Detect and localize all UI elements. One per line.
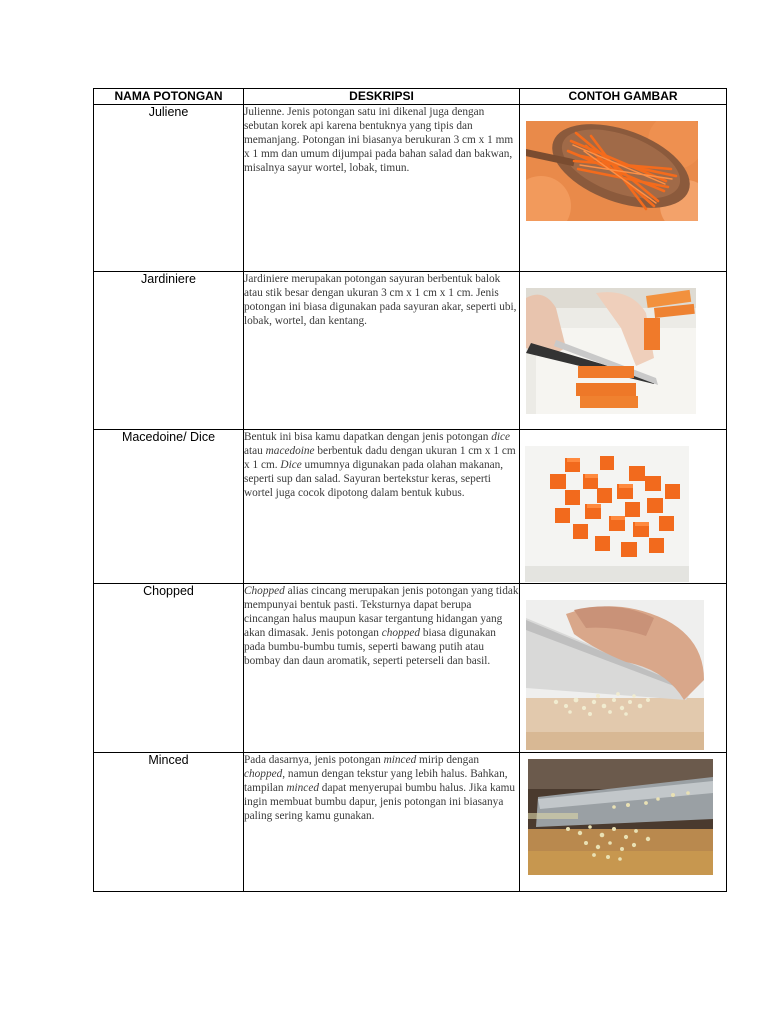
table-row	[94, 105, 727, 272]
description-text: Pada dasarnya, jenis potongan	[244, 754, 384, 766]
header-image: CONTOH GAMBAR	[520, 89, 727, 105]
cutting-types-document	[93, 88, 726, 892]
cut-name: Chopped	[94, 584, 244, 753]
description-text: minced	[383, 754, 417, 766]
cut-photo-cell	[520, 584, 727, 753]
cut-description	[244, 584, 520, 753]
description-text: Bentuk ini bisa kamu dapatkan dengan jenis potongan	[244, 431, 492, 443]
cut-photo-cell	[520, 753, 727, 892]
cut-description	[244, 105, 520, 272]
description-text: alias cincang merupakan jenis potongan yang tidak mempunyai bentuk pasti. Teksturnya dapat berupa cincangan halus maupun kasar tergantung hidangan yang akan dimasak. Jenis potongan	[244, 585, 519, 640]
cut-photo-cell	[520, 430, 727, 584]
description-text: mirip dengan	[416, 754, 479, 766]
cut-name: Macedoine/ Dice	[94, 430, 244, 584]
cut-name: Jardiniere	[94, 272, 244, 430]
cut-photo-cell	[520, 272, 727, 430]
description-text: biasa digunakan pada bumbu-bumbu tumis, seperti bawang putih atau bombay dan daun aromatik, seperti peterseli dan basil.	[244, 627, 496, 668]
description-text: chopped	[381, 627, 421, 640]
description-text: atau	[244, 445, 266, 458]
cut-photo-cell	[520, 105, 727, 272]
table-row	[94, 272, 727, 430]
table-header-row	[94, 89, 727, 105]
description-text: Julienne. Jenis potongan satu ini dikenal juga dengan sebutan korek api karena bentuknya yang tipis dan memanjang. Potongan ini biasanya berukuran 3 cm x 1 mm x 1 mm dan umum dijumpai pada bahan salad dan bakwan, misalnya sayur wortel, lobak, timun.	[244, 106, 514, 175]
description-text: berbentuk dadu dengan ukuran 1 cm x 1 cm x 1 cm.	[244, 445, 516, 472]
diced-carrot-photo	[525, 446, 689, 582]
table-row	[94, 430, 727, 584]
description-text: , namun dengan tekstur yang lebih halus. Bahkan, tampilan	[244, 768, 508, 795]
cutting-types-table	[93, 88, 727, 892]
chopped-garlic-photo	[526, 600, 704, 750]
header-description: DESKRIPSI	[244, 89, 520, 105]
description-text: chopped	[244, 768, 283, 781]
description-text: umumnya digunakan pada olahan makanan, seperti sup dan salad. Sayuran bertekstur keras, seperti wortel juga cocok dipotong dalam bentuk kubus.	[244, 459, 504, 500]
table-row	[94, 584, 727, 753]
description-text: macedoine	[265, 445, 315, 458]
table-row	[94, 753, 727, 892]
description-text: Dice	[280, 459, 302, 472]
cut-description	[244, 430, 520, 584]
header-name: NAMA POTONGAN	[94, 89, 244, 105]
cut-name: Juliene	[94, 105, 244, 272]
cut-description	[244, 272, 520, 430]
description-text: dapat menyerupai bumbu halus. Jika kamu ingin membuat bumbu dapur, jenis potongan ini biasanya paling sering kamu gunakan.	[244, 782, 516, 823]
jardiniere-carrot-photo	[526, 288, 696, 414]
cut-description	[244, 753, 520, 892]
description-text: Chopped	[244, 585, 285, 597]
minced-garlic-photo	[528, 759, 713, 875]
cut-name: Minced	[94, 753, 244, 892]
description-text: Jardiniere merupakan potongan sayuran berbentuk balok atau stik besar dengan ukuran 3 cm x 1 cm x 1 cm. Jenis potongan ini biasa digunakan pada sayuran akar, seperti ubi, lobak, wortel, dan kentang.	[244, 273, 517, 328]
description-text: minced	[286, 782, 319, 795]
julienne-carrot-photo	[526, 121, 698, 221]
description-text: dice	[491, 431, 511, 443]
